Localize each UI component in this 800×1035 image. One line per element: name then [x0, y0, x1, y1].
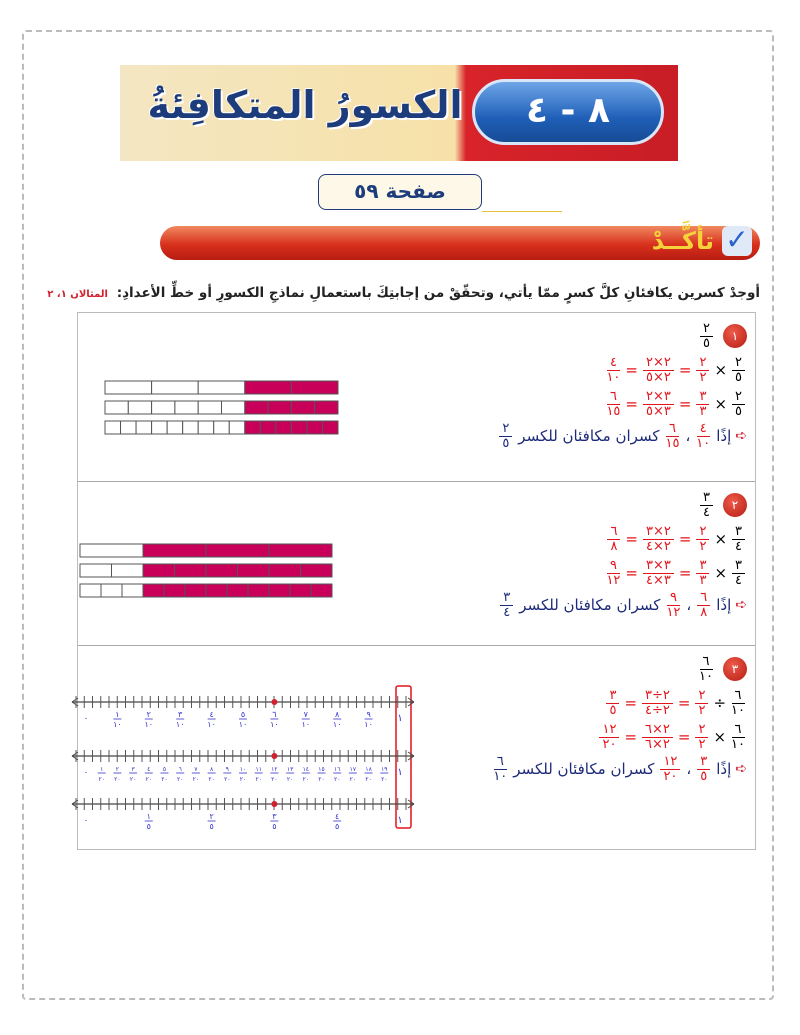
fraction: ٦ ٨ [697, 591, 710, 620]
tick-label-denominator: ٢٠ [255, 776, 262, 783]
shaded-part [248, 584, 269, 597]
instruction-text: أوجدْ كسرين يكافئانِ كلَّ كسرٍ ممّا يأتي، وتحقّقْ من إجابتِكَ باستعمالِ نماذجِ الكسورِ أو خطِّ الأعدادِ: [116, 285, 760, 301]
tick-label-numerator: ٥ [162, 766, 167, 773]
tick-label-numerator: ٢ [115, 766, 120, 773]
shaded-part [260, 421, 276, 434]
tick-label-numerator: ٦ [178, 766, 182, 773]
fraction: ٦ ١٠ [731, 721, 745, 752]
exercise-work [498, 488, 747, 620]
exercise-3 [78, 646, 755, 851]
fraction: ٣×٢ ٣×٥ [643, 390, 674, 419]
exercise-work [497, 319, 747, 451]
unshaded-part [214, 421, 230, 434]
unshaded-part [128, 401, 151, 414]
section-heading [651, 223, 752, 256]
equals: = [625, 564, 638, 582]
equation-line [498, 522, 747, 556]
unshaded-part [101, 584, 122, 597]
tick-label-numerator: ٨ [209, 766, 214, 773]
fraction: ٢ ٥ [732, 390, 745, 419]
equals: = [677, 694, 691, 712]
then-word: إذًا [716, 427, 732, 445]
tick-label-denominator: ١٠ [113, 720, 122, 729]
unshaded-part [80, 584, 101, 597]
unshaded-part [80, 564, 112, 577]
tick-label-denominator: ٢٠ [302, 776, 310, 783]
fraction: ٦ ١٥ [606, 388, 621, 419]
tick-label-numerator: ٢ [209, 812, 214, 821]
exercise-header [498, 488, 747, 522]
conclusion-phrase: كسران مكافئان للكسر [513, 760, 655, 778]
tick-label-numerator: ١٢ [271, 766, 278, 773]
then-word: إذًا [716, 760, 732, 778]
tick-label-denominator: ٢٠ [318, 776, 325, 783]
arrow-icon: ➪ [735, 428, 747, 444]
label-one: ١ [397, 815, 403, 826]
page-label: صفحة ٥٩ [318, 174, 482, 210]
fraction: ٢ ٥ [499, 422, 512, 451]
label-zero: ٠ [83, 768, 89, 778]
tick-label-denominator: ١٠ [175, 720, 185, 729]
shaded-part [164, 584, 185, 597]
fraction: ١٢ ٢٠ [660, 755, 680, 784]
unshaded-part [152, 421, 168, 434]
tick-label-denominator: ٢٠ [192, 776, 200, 783]
shaded-part [301, 564, 333, 577]
equals: = [624, 728, 638, 746]
instruction [47, 285, 760, 301]
fraction: ٦ ٨ [607, 525, 620, 554]
tick-label-numerator: ٩ [366, 710, 371, 719]
unshaded-part [229, 421, 245, 434]
conclusion [497, 421, 747, 451]
fraction: ٣ ٥ [697, 755, 710, 784]
exercise-number: ٢ [723, 493, 747, 517]
exercise-2 [78, 482, 755, 646]
tick-label-numerator: ١٩ [381, 766, 388, 773]
shaded-part [206, 564, 238, 577]
fraction: ٣ ٥ [606, 689, 619, 718]
fraction: ٣ ٣ [696, 390, 709, 419]
fraction: ٣×٣ ٣×٤ [643, 559, 674, 588]
tick-label-denominator: ٢٠ [271, 776, 278, 783]
operator: × [714, 395, 728, 413]
tick-label-denominator: ٢٠ [161, 776, 168, 783]
tick-label-numerator: ٧ [194, 766, 198, 773]
unshaded-part [112, 564, 144, 577]
tick-label-numerator: ٦ [272, 710, 277, 719]
tick-label-numerator: ١٥ [318, 766, 325, 773]
shaded-part [143, 564, 175, 577]
label-one: ١ [397, 713, 403, 724]
tick-label-numerator: ٥ [240, 710, 246, 719]
conclusion [491, 754, 747, 784]
fraction: ٩ ١٢ [606, 557, 621, 588]
fraction: ٢ ٢ [695, 689, 708, 718]
tick-label-denominator: ٥ [335, 822, 340, 831]
tick-label-denominator: ١٠ [238, 720, 248, 729]
tick-label-denominator: ١٠ [270, 720, 279, 729]
shaded-part [268, 401, 291, 414]
fraction: ٢ ٥ [700, 322, 713, 351]
unshaded-part [152, 381, 199, 394]
tick-label-denominator: ٢٠ [129, 776, 137, 783]
tick-label-numerator: ٤ [209, 710, 214, 719]
equation-line [491, 720, 747, 754]
fraction: ٣ ٤ [732, 559, 745, 588]
fraction-model [104, 379, 341, 449]
tick-label-numerator: ٧ [303, 710, 308, 719]
fraction: ٣ ٣ [696, 559, 709, 588]
tick-label-denominator: ١٠ [364, 720, 373, 729]
shaded-part [269, 544, 332, 557]
comma: ، [686, 760, 692, 778]
tick-label-denominator: ١٠ [144, 720, 154, 729]
shaded-part [291, 421, 307, 434]
fraction: ٦ ١٠ [493, 753, 508, 784]
tick-label-denominator: ١٠ [207, 720, 216, 729]
exercise-work [491, 652, 747, 784]
fraction: ٦ ١٠ [731, 687, 745, 718]
fraction: ٢×٢ ٢×٥ [643, 356, 674, 385]
tick-label-numerator: ١ [115, 710, 120, 719]
tick-label-numerator: ١ [146, 812, 151, 821]
fraction: ٢ ٢ [696, 356, 709, 385]
shaded-part [276, 421, 292, 434]
tick-label-denominator: ٢٠ [333, 776, 341, 783]
operator: × [714, 361, 728, 379]
fraction: ٩ ١٢ [666, 589, 681, 620]
tick-label-denominator: ٢٠ [381, 776, 388, 783]
equals: = [678, 530, 692, 548]
unshaded-part [136, 421, 152, 434]
tick-label-numerator: ١٨ [365, 766, 372, 773]
exercise-header [497, 319, 747, 353]
exercise-number: ١ [723, 324, 747, 348]
unshaded-part [105, 381, 152, 394]
equals: = [625, 530, 638, 548]
tick-label-numerator: ١٧ [349, 766, 357, 773]
tick-label-denominator: ٢٠ [176, 776, 184, 783]
shaded-part [307, 421, 323, 434]
tick-label-numerator: ١٤ [302, 766, 310, 773]
exercise-header [491, 652, 747, 686]
exercise-number: ٣ [723, 657, 747, 681]
comma: ، [685, 427, 691, 445]
shaded-part [311, 584, 332, 597]
tick-label-denominator: ٢٠ [224, 776, 231, 783]
example-reference: المثالان ١، ٢ [47, 289, 108, 300]
tick-label-denominator: ٢٠ [114, 776, 121, 783]
equals: = [678, 361, 692, 379]
shaded-part [206, 544, 269, 557]
shaded-part [227, 584, 248, 597]
equation-line [491, 686, 747, 720]
fraction: ٣ ٤ [732, 525, 745, 554]
fraction: ٣ ٤ [700, 491, 713, 520]
tick-label-numerator: ١ [100, 766, 104, 773]
tick-label-numerator: ٣ [178, 710, 183, 719]
shaded-part [291, 381, 338, 394]
section-title: تأكَّــدْ [651, 227, 714, 255]
fraction: ٤ ١٠ [696, 420, 711, 451]
tick-label-denominator: ٢٠ [286, 776, 294, 783]
divider [482, 211, 562, 212]
unshaded-part [222, 401, 245, 414]
marked-point [271, 753, 277, 759]
checkmark-icon: ✓ [722, 226, 752, 256]
conclusion-phrase: كسران مكافئان للكسر [518, 427, 660, 445]
equals: = [625, 361, 638, 379]
tick-label-denominator: ٢٠ [349, 776, 357, 783]
equation-line [497, 353, 747, 387]
equation-line [498, 556, 747, 590]
unshaded-part [198, 421, 214, 434]
shaded-part [143, 544, 206, 557]
tick-label-denominator: ٥ [146, 822, 151, 831]
fraction: ٤ ١٠ [606, 354, 621, 385]
tick-label-numerator: ٤ [335, 812, 340, 821]
unshaded-part [80, 544, 143, 557]
tick-label-numerator: ٣ [272, 812, 277, 821]
equals: = [625, 395, 638, 413]
operator: × [713, 728, 727, 746]
fraction: ٣ ٤ [500, 591, 513, 620]
shaded-part [245, 381, 292, 394]
lesson-banner [120, 65, 678, 161]
number-lines [68, 678, 428, 838]
conclusion [498, 590, 747, 620]
unshaded-part [198, 381, 245, 394]
tick-label-numerator: ١٠ [239, 766, 247, 773]
operator: × [714, 564, 728, 582]
fraction: ٦ ١٥ [665, 420, 680, 451]
unshaded-part [167, 421, 183, 434]
tick-label-numerator: ٢ [146, 710, 151, 719]
operator: ÷ [713, 694, 727, 712]
equation-line [497, 387, 747, 421]
marked-point [271, 699, 277, 705]
unshaded-part [105, 401, 128, 414]
shaded-part [143, 584, 164, 597]
arrow-icon: ➪ [735, 761, 747, 777]
shaded-part [185, 584, 206, 597]
label-zero: ٠ [83, 714, 89, 724]
arrow-icon: ➪ [735, 597, 747, 613]
tick-label-numerator: ١٦ [333, 766, 341, 773]
equals: = [677, 728, 691, 746]
tick-label-denominator: ٥ [272, 822, 277, 831]
label-zero: ٠ [83, 816, 89, 826]
tick-label-numerator: ١١ [255, 766, 262, 773]
shaded-part [315, 401, 338, 414]
equals: = [678, 395, 692, 413]
fraction: ٢÷٣ ٢÷٤ [642, 689, 673, 718]
lesson-number: ٨ - ٤ [472, 79, 664, 145]
shaded-part [269, 584, 290, 597]
fraction: ٢×٣ ٢×٤ [643, 525, 674, 554]
unshaded-part [183, 421, 199, 434]
unshaded-part [198, 401, 221, 414]
shaded-part [238, 564, 270, 577]
shaded-part [245, 401, 268, 414]
fraction: ١٢ ٢٠ [599, 723, 619, 752]
tick-label-denominator: ٢٠ [239, 776, 247, 783]
unshaded-part [122, 584, 143, 597]
conclusion-phrase: كسران مكافئان للكسر [519, 596, 661, 614]
operator: × [714, 530, 728, 548]
tick-label-numerator: ٩ [225, 766, 229, 773]
tick-label-numerator: ٣ [131, 766, 135, 773]
exercises-box [77, 312, 756, 850]
exercise-1 [78, 313, 755, 482]
fraction: ٢×٦ ٢×٦ [642, 723, 673, 752]
fraction: ٦ ١٠ [699, 653, 713, 684]
unshaded-part [121, 421, 137, 434]
equals: = [624, 694, 638, 712]
tick-label-denominator: ٢٠ [98, 776, 105, 783]
shaded-part [291, 401, 314, 414]
tick-label-numerator: ١٣ [286, 766, 294, 773]
tick-label-denominator: ٢٠ [208, 776, 215, 783]
unshaded-part [105, 421, 121, 434]
tick-label-numerator: ٤ [147, 766, 151, 773]
then-word: إذًا [716, 596, 732, 614]
tick-label-numerator: ٨ [335, 710, 340, 719]
tick-label-denominator: ١٠ [332, 720, 342, 729]
lesson-title: الكسورُ المتكافِئةُ [147, 83, 463, 127]
marked-point [271, 801, 277, 807]
label-one: ١ [397, 767, 403, 778]
shaded-part [322, 421, 338, 434]
tick-label-denominator: ١٠ [301, 720, 311, 729]
fraction: ٢ ٥ [732, 356, 745, 385]
tick-label-denominator: ٢٠ [365, 776, 372, 783]
unshaded-part [175, 401, 198, 414]
shaded-part [245, 421, 261, 434]
equals: = [678, 564, 692, 582]
shaded-part [175, 564, 207, 577]
shaded-part [206, 584, 227, 597]
comma: ، [686, 596, 692, 614]
unshaded-part [152, 401, 175, 414]
shaded-part [290, 584, 311, 597]
shaded-part [269, 564, 301, 577]
fraction: ٢ ٢ [695, 723, 708, 752]
fraction-model [79, 542, 335, 612]
tick-label-denominator: ٥ [209, 822, 214, 831]
tick-label-denominator: ٢٠ [145, 776, 153, 783]
fraction: ٢ ٢ [696, 525, 709, 554]
